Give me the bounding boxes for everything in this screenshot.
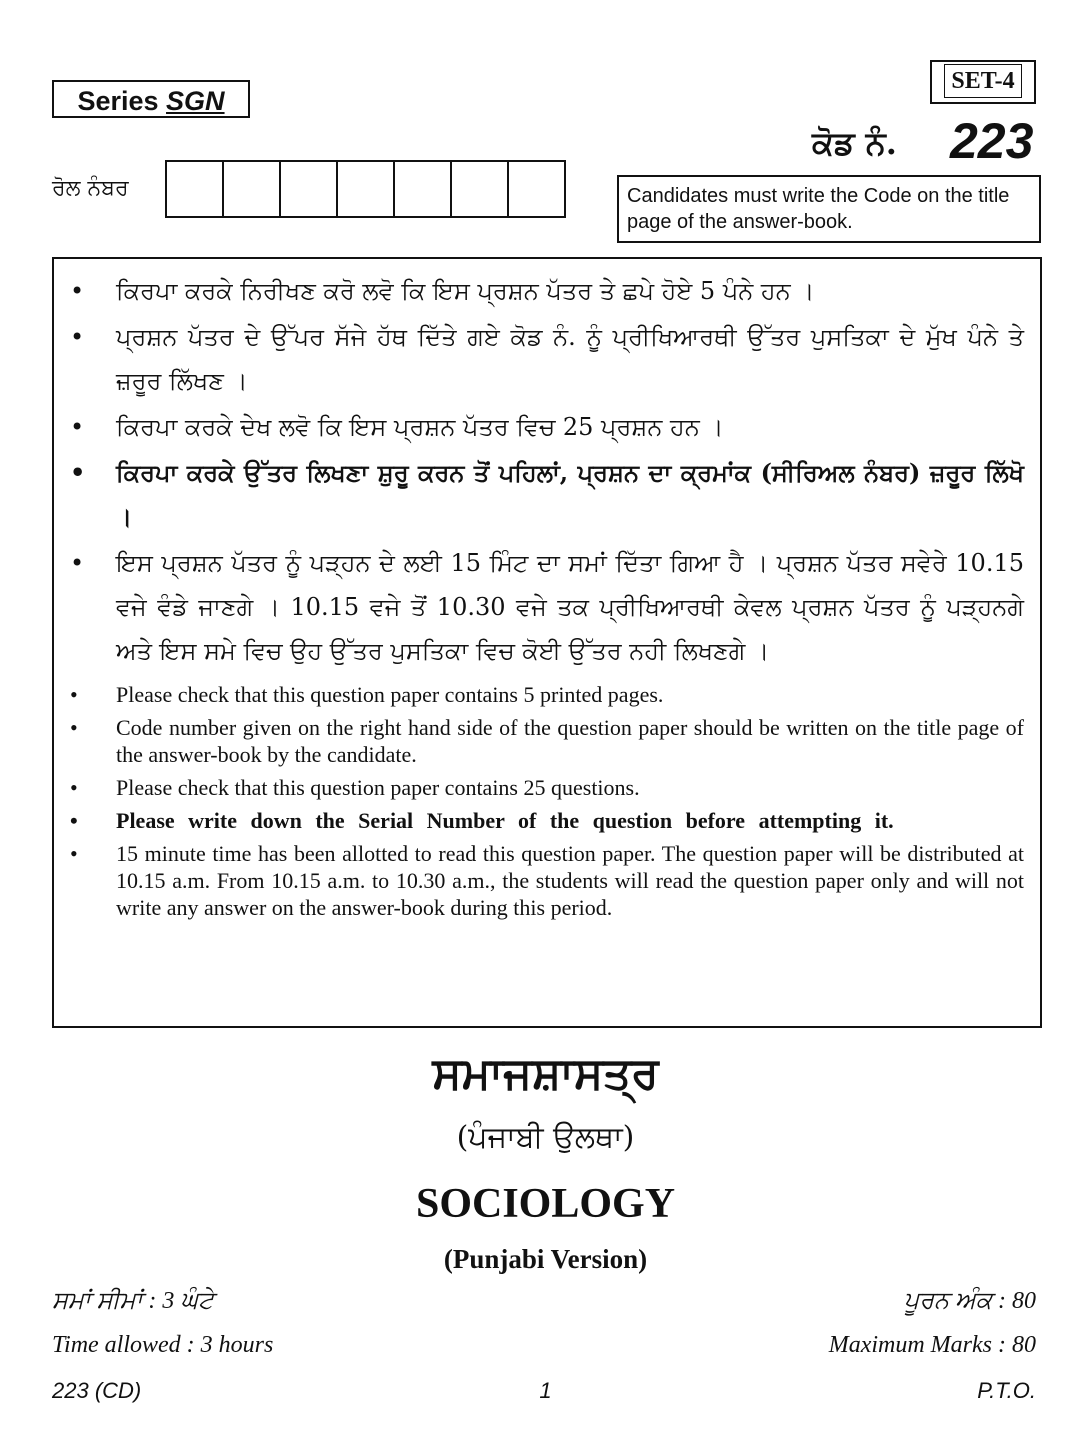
roll-box (224, 162, 281, 216)
candidate-note: Candidates must write the Code on the title page of the answer-book. (617, 175, 1041, 243)
roll-box (167, 162, 224, 216)
page-number: 1 (539, 1378, 552, 1403)
series-box (52, 80, 250, 118)
series-label: Series (77, 86, 159, 116)
pto-label: P.T.O. (977, 1378, 1036, 1403)
time-allowed-english: Time allowed : 3 hours (52, 1332, 274, 1358)
instructions-box (52, 257, 1042, 1028)
instruction-item: • ਇਸ ਪ੍ਰਸ਼ਨ ਪੱਤਰ ਨੂੰ ਪੜ੍ਹਨ ਦੇ ਲਈ 15 ਮਿੰਟ ਦਾ ਸਮਾਂ ਦਿੱਤਾ ਗਿਆ ਹੈ । ਪ੍ਰਸ਼ਨ ਪੱਤਰ ਸਵੇਰੇ 10.15 ਵਜੇ ਵੰਡੇ ਜਾਣਗੇ । 10.15 ਵਜੇ ਤੋਂ 10.30 ਵਜੇ ਤਕ ਪ੍ਰੀਖਿਆਰਥੀ ਕੇਵਲ ਪ੍ਰਸ਼ਨ ਪੱਤਰ ਨੂੰ ਪੜ੍ਹਨਗੇ ਅਤੇ ਇਸ ਸਮੇ ਵਿਚ ਉਹ ਉੱਤਰ ਪੁਸਤਿਕਾ ਵਿਚ ਕੋਈ ਉੱਤਰ ਨਹੀ ਲਿਖਣਗੇ । (68, 541, 1024, 673)
roll-number-label: ਰੋਲ ਨੰਬਰ (52, 176, 129, 201)
version-english: (Punjabi Version) (443, 1244, 648, 1274)
set-label: SET-4 (944, 64, 1021, 98)
instruction-item: • Please check that this question paper contains 5 printed pages. (68, 681, 1024, 708)
set-box (930, 60, 1036, 104)
instruction-item: • Please write down the Serial Number of the question before attempting it. (68, 807, 1024, 834)
roll-number-boxes (165, 160, 566, 218)
roll-box (281, 162, 338, 216)
subject-title-english: SOCIOLOGY (415, 1181, 676, 1227)
footer-code: 223 (CD) (52, 1378, 142, 1403)
roll-box (395, 162, 452, 216)
roll-box (509, 162, 566, 216)
time-allowed-punjabi: ਸਮਾਂ ਸੀਮਾਂ : 3 ਘੰਟੇ (52, 1288, 214, 1314)
version-punjabi: (ਪੰਜਾਬੀ ਉਲਥਾ) (456, 1120, 635, 1155)
subject-title-punjabi: ਸਮਾਜਸ਼ਾਸਤ੍ਰ (432, 1048, 659, 1099)
instruction-item: • Code number given on the right hand side of the question paper should be written on the title page of the answer-book by the candidate. (68, 714, 1024, 768)
roll-box (338, 162, 395, 216)
max-marks-english: Maximum Marks : 80 (828, 1332, 1036, 1358)
instruction-item: • ਪ੍ਰਸ਼ਨ ਪੱਤਰ ਦੇ ਉੱਪਰ ਸੱਜੇ ਹੱਥ ਦਿੱਤੇ ਗਏ ਕੋਡ ਨੰ. ਨੂੰ ਪ੍ਰੀਖਿਆਰਥੀ ਉੱਤਰ ਪੁਸਤਿਕਾ ਦੇ ਮੁੱਖ ਪੰਨੇ ਤੇ ਜ਼ਰੂਰ ਲਿੱਖਣ । (68, 315, 1024, 403)
series-code: SGN (166, 86, 225, 116)
instruction-item: • ਕਿਰਪਾ ਕਰਕੇ ਦੇਖ ਲਵੋ ਕਿ ਇਸ ਪ੍ਰਸ਼ਨ ਪੱਤਰ ਵਿਚ 25 ਪ੍ਰਸ਼ਨ ਹਨ । (68, 405, 1024, 449)
instruction-item: • Please check that this question paper contains 25 questions. (68, 774, 1024, 801)
code-number: 223 (950, 113, 1034, 169)
instructions-punjabi (68, 269, 1024, 673)
roll-box (452, 162, 509, 216)
instruction-item: • 15 minute time has been allotted to read this question paper. The question paper will be distributed at 10.15 a.m. From 10.15 a.m. to 10.30 a.m., the students will read the question paper only and will not write any answer on the answer-book during this period. (68, 840, 1024, 921)
max-marks-punjabi: ਪੂਰਨ ਅੰਕ : 80 (903, 1288, 1036, 1314)
code-label: ਕੋਡ ਨੰ. (812, 124, 897, 162)
instructions-english (68, 681, 1024, 921)
instruction-item: • ਕਿਰਪਾ ਕਰਕੇ ਨਿਰੀਖਣ ਕਰੋ ਲਵੋ ਕਿ ਇਸ ਪ੍ਰਸ਼ਨ ਪੱਤਰ ਤੇ ਛਪੇ ਹੋਏ 5 ਪੰਨੇ ਹਨ । (68, 269, 1024, 313)
instruction-item: • ਕਿਰਪਾ ਕਰਕੇ ਉੱਤਰ ਲਿਖਣਾ ਸ਼ੁਰੂ ਕਰਨ ਤੋਂ ਪਹਿਲਾਂ, ਪ੍ਰਸ਼ਨ ਦਾ ਕ੍ਰਮਾਂਕ (ਸੀਰਿਅਲ ਨੰਬਰ) ਜ਼ਰੂਰ ਲਿੱਖੋ । (68, 451, 1024, 539)
